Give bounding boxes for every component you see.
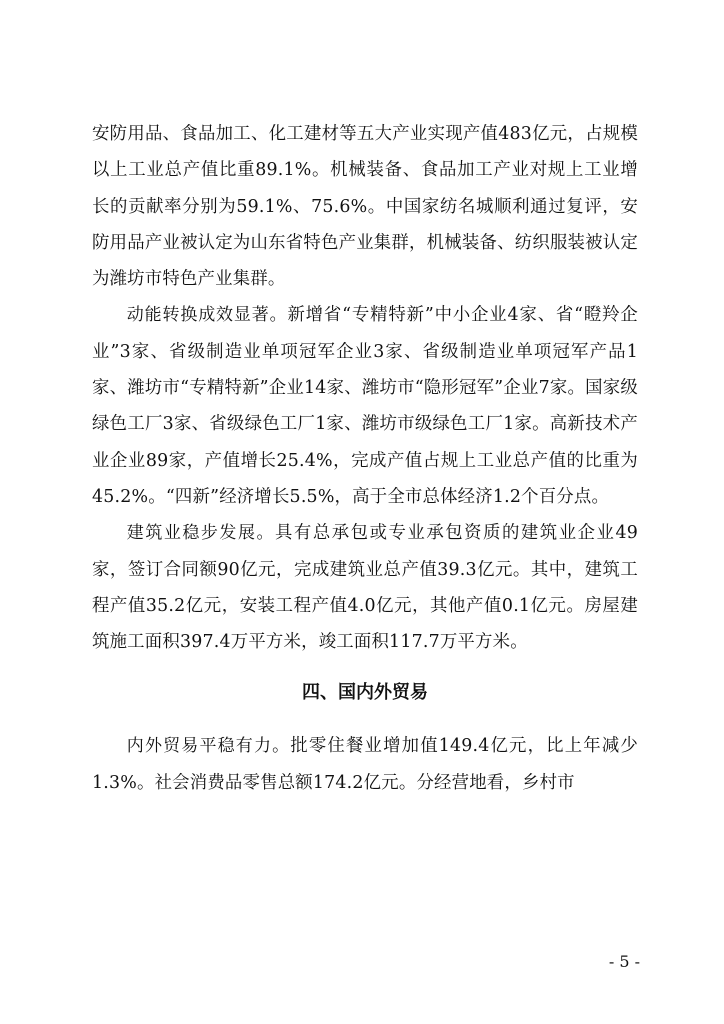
paragraph-lead-momentum: 动能转换成效显著。: [126, 305, 288, 326]
paragraph-body-construction: 具有总承包或专业承包资质的建筑业企业49家，签订合同额90亿元，完成建筑业总产值39.3亿元。其中，建筑工程产值35.2亿元，安装工程产值4.0亿元，其他产值0.1亿元。房屋建筑施工面积397.4万平方米，竣工面积117.7万平方米。: [92, 523, 638, 653]
document-page: [92, 116, 638, 801]
paragraph-body-momentum: 新增省“专精特新”中小企业4家、省“瞪羚企业”3家、省级制造业单项冠军企业3家、省级制造业单项冠军产品1家、潍坊市“专精特新”企业14家、潍坊市“隐形冠军”企业7家。国家级绿色工厂3家、省级绿色工厂1家、潍坊市级绿色工厂1家。高新技术产业企业89家，产值增长25.4%，完成产值占规上工业总产值的比重为45.2%。“四新”经济增长5.5%，高于全市总体经济1.2个百分点。: [92, 305, 638, 507]
paragraph-body-trade: 批零住餐业增加值149.4亿元，比上年减少1.3%。社会消费品零售总额174.2亿元。分经营地看，乡村市: [92, 736, 638, 793]
paragraph-lead-construction: 建筑业稳步发展。: [126, 523, 275, 544]
paragraph-momentum-conversion: [92, 297, 638, 515]
paragraph-lead-trade: 内外贸易平稳有力。: [126, 736, 291, 757]
paragraph-construction: [92, 515, 638, 660]
paragraph-industry-output: 安防用品、食品加工、化工建材等五大产业实现产值483亿元，占规模以上工业总产值比重89.1%。机械装备、食品加工产业对规上工业增长的贡献率分别为59.1%、75.6%。中国家纺名城顺利通过复评，安防用品产业被认定为山东省特色产业集群，机械装备、纺织服装被认定为潍坊市特色产业集群。: [92, 124, 638, 290]
page-number: - 5 -: [608, 952, 640, 971]
paragraph-trade: [92, 728, 638, 801]
section-heading-trade: 四、国内外贸易: [302, 682, 428, 704]
